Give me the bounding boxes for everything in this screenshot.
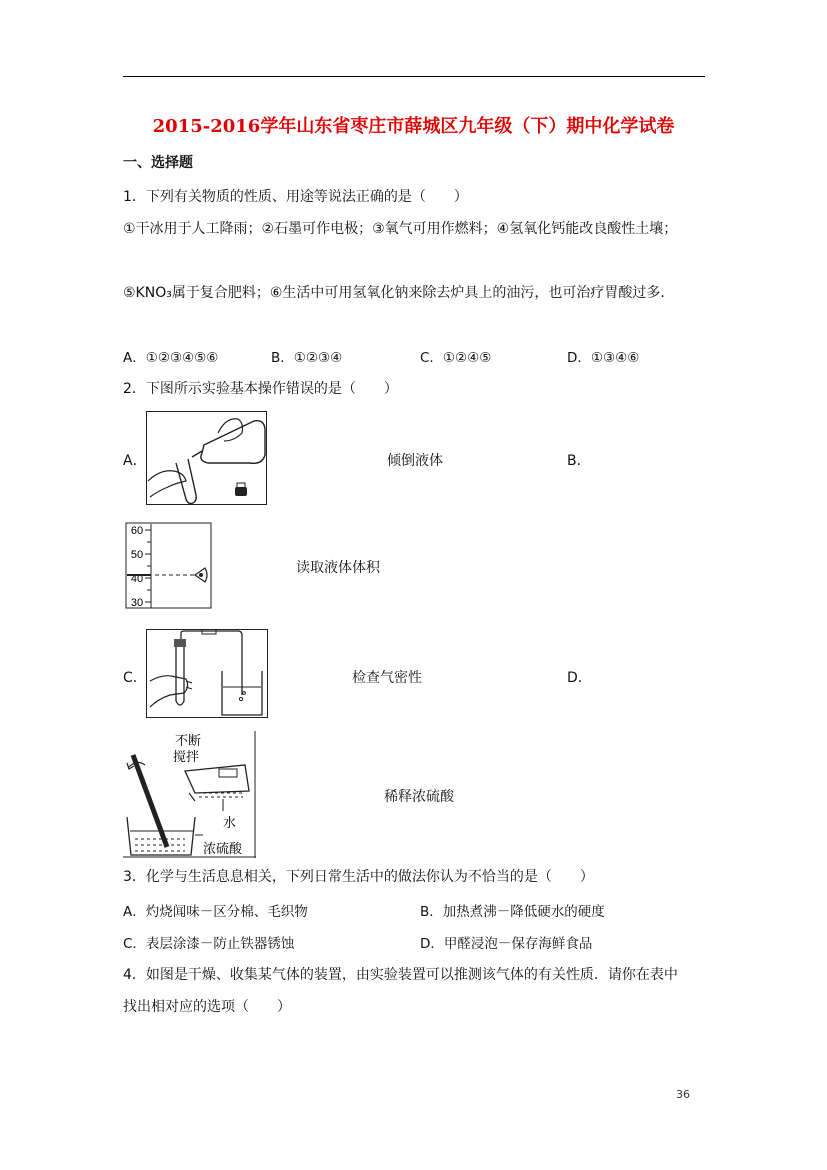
pouring-liquid-figure — [146, 411, 267, 505]
q2-option-c-caption: 检查气密性 — [352, 670, 422, 686]
q1-option-a: A．①②③④⑤⑥ — [123, 350, 219, 366]
acid-label: 浓硫酸 — [203, 842, 243, 857]
q4-stem-line2: 找出相对应的选项（ ） — [123, 999, 291, 1015]
q3-stem: 3．化学与生活息息相关，下列日常生活中的做法你认为不恰当的是（ ） — [123, 869, 594, 885]
q3-option-a: A．灼烧闻味－区分棉、毛织物 — [123, 904, 308, 920]
q1-stem: 1．下列有关物质的性质、用途等说法正确的是（ ） — [123, 189, 468, 205]
q1-statements-line1: ①干冰用于人工降雨；②石墨可作电极；③氧气可用作燃料；④氢氧化钙能改良酸性土壤； — [123, 221, 678, 237]
q2-option-b-label: B． — [567, 453, 591, 469]
q1-option-d: D．①③④⑥ — [567, 350, 640, 366]
dilution-figure — [123, 731, 256, 858]
q2-option-b-caption: 读取液体体积 — [296, 560, 380, 576]
cylinder-reading-figure — [125, 522, 212, 609]
q1-option-b: B．①②③④ — [271, 350, 343, 366]
q2-option-c-label: C． — [123, 670, 147, 686]
q2-option-a-caption: 倾倒液体 — [387, 453, 443, 469]
tick-40: 40 — [130, 573, 144, 585]
page-number: 36 — [676, 1088, 690, 1101]
airtightness-figure — [146, 629, 268, 718]
q3-option-c: C．表层涂漆－防止铁器锈蚀 — [123, 936, 295, 952]
section-heading: 一、选择题 — [123, 155, 193, 171]
stir-text-1: 不断 — [175, 734, 202, 749]
q1-option-c: C．①②④⑤ — [420, 350, 492, 366]
q2-option-d-label: D． — [567, 670, 592, 686]
page-title: 2015-2016学年山东省枣庄市薛城区九年级（下）期中化学试卷 — [152, 116, 675, 137]
q2-stem: 2．下图所示实验基本操作错误的是（ ） — [123, 381, 398, 397]
q1-statements-line2: ⑤KNO₃属于复合肥料；⑥生活中可用氢氧化钠来除去炉具上的油污，也可治疗胃酸过多． — [123, 285, 675, 301]
header-rule — [123, 76, 705, 77]
tick-30: 30 — [130, 597, 144, 609]
stir-text-2: 搅拌 — [173, 750, 200, 765]
q3-option-d: D．甲醛浸泡－保存海鲜食品 — [420, 936, 593, 952]
water-label: 水 — [223, 816, 237, 831]
q3-option-b: B．加热煮沸－降低硬水的硬度 — [420, 904, 605, 920]
tick-50: 50 — [130, 549, 144, 561]
q4-stem-line1: 4．如图是干燥、收集某气体的装置，由实验装置可以推测该气体的有关性质．请你在表中 — [123, 967, 678, 983]
q2-option-a-label: A． — [123, 453, 147, 469]
q2-option-d-caption: 稀释浓硫酸 — [384, 789, 454, 805]
tick-60: 60 — [130, 525, 144, 537]
